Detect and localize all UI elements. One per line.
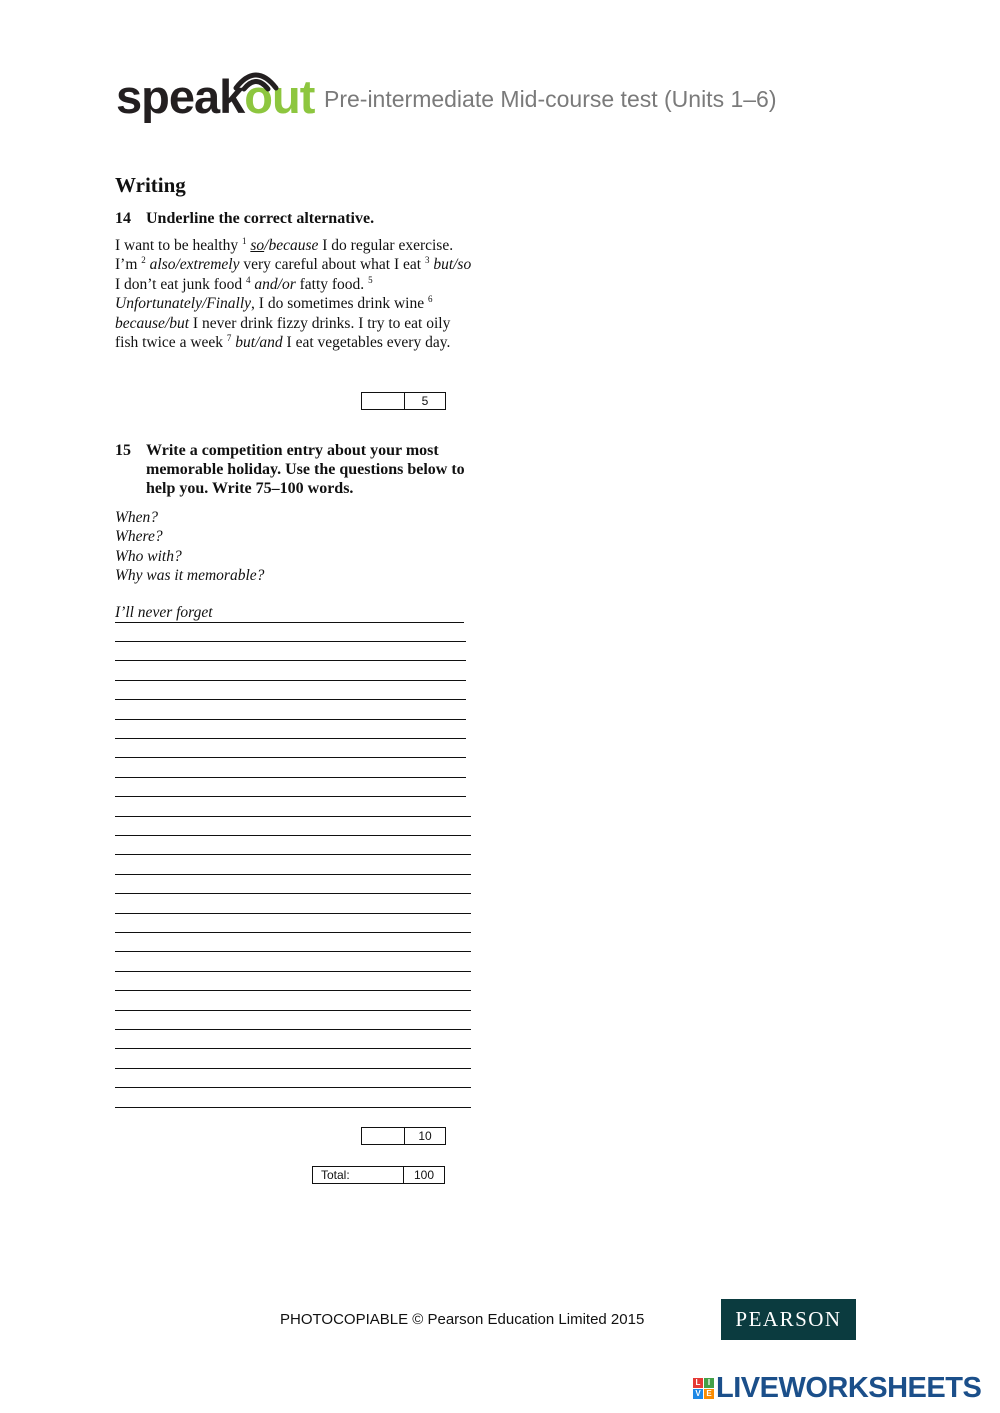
option-choice[interactable]: and/or <box>254 275 296 293</box>
pearson-logo: PEARSON <box>721 1299 856 1340</box>
writing-line[interactable] <box>115 641 466 642</box>
speakout-logo <box>116 62 314 122</box>
option-choice[interactable]: but/so <box>433 256 472 274</box>
writing-line[interactable] <box>115 1087 471 1088</box>
writing-line[interactable] <box>115 1107 471 1108</box>
option-choice[interactable]: but/and <box>235 334 283 352</box>
prompt-when: When? <box>115 509 159 526</box>
writing-line[interactable] <box>115 719 466 720</box>
logo-out-label: out <box>244 70 315 123</box>
question-15-prompts <box>115 508 264 586</box>
option-selected[interactable]: so <box>250 237 265 254</box>
score-max: 5 <box>421 394 429 408</box>
total-max: 100 <box>413 1168 435 1182</box>
writing-line[interactable] <box>115 913 471 914</box>
text-segment: I eat vegetables every day. <box>282 334 451 352</box>
text-segment: , I do sometimes drink wine <box>251 295 428 313</box>
prompt-where: Where? <box>115 528 163 546</box>
score-box-14 <box>361 392 446 410</box>
gap-number: 6 <box>427 294 433 305</box>
question-14-paragraph <box>115 236 475 352</box>
writing-line[interactable] <box>115 971 471 972</box>
writing-line[interactable] <box>115 816 471 817</box>
writing-line[interactable] <box>115 854 471 855</box>
writing-line[interactable] <box>115 874 471 875</box>
score-input[interactable] <box>362 393 405 409</box>
text-segment: I never drink fizzy drinks. I try to eat oily fish twice a week <box>115 314 451 352</box>
sentence-starter: I’ll never forget <box>115 604 213 621</box>
writing-line[interactable] <box>115 757 466 758</box>
text-segment: I don’t eat junk food <box>115 275 247 293</box>
gap-number: 7 <box>226 332 232 343</box>
writing-line[interactable] <box>115 1048 471 1049</box>
writing-line[interactable] <box>115 1029 471 1030</box>
text-segment: very careful about what I eat <box>239 256 425 274</box>
text-segment: fatty food. <box>295 275 369 293</box>
question-instruction: Underline the correct alternative. <box>146 210 375 227</box>
writing-line[interactable] <box>115 777 466 778</box>
question-number: 14 <box>115 210 131 227</box>
liveworksheets-text: LIVEWORKSHEETS <box>716 1372 982 1404</box>
copyright-notice: PHOTOCOPIABLE © Pearson Education Limited 2015 <box>280 1311 645 1328</box>
text-segment: I do regular exercise. I’m <box>115 237 454 274</box>
prompt-who-with: Who with? <box>115 547 182 565</box>
gap-number: 3 <box>424 255 430 266</box>
option-alternative[interactable]: /because <box>264 237 319 254</box>
question-instruction: Write a competition entry about your most memorable holiday. Use the questions below to help you. Write 75–100 words. <box>146 442 465 497</box>
logo-speak-text: speak <box>116 70 245 123</box>
total-score-box <box>312 1166 445 1184</box>
gap-number: 5 <box>368 274 373 285</box>
writing-line[interactable] <box>115 932 471 933</box>
writing-line[interactable] <box>115 893 471 894</box>
writing-line[interactable] <box>115 738 466 739</box>
writing-line[interactable] <box>115 835 471 836</box>
writing-line[interactable] <box>115 699 466 700</box>
score-box-15 <box>361 1127 446 1145</box>
signal-wave-icon <box>228 62 284 92</box>
score-max: 10 <box>418 1129 432 1143</box>
score-input[interactable] <box>362 1128 405 1144</box>
prompt-why: Why was it memorable? <box>115 567 265 585</box>
gap-number: 1 <box>241 235 247 246</box>
option-choice[interactable]: Unfortunately/Finally <box>115 295 252 313</box>
question-number: 15 <box>115 442 131 459</box>
writing-line[interactable] <box>115 1010 471 1011</box>
total-label: Total: <box>313 1167 404 1183</box>
writing-line[interactable] <box>115 660 466 661</box>
writing-line[interactable] <box>115 622 464 623</box>
question-15-heading <box>115 441 485 501</box>
writing-line[interactable] <box>115 680 466 681</box>
gap-number: 4 <box>246 274 251 285</box>
writing-line[interactable] <box>115 990 471 991</box>
writing-line[interactable] <box>115 951 471 952</box>
gap-number: 2 <box>141 255 146 266</box>
option-choice[interactable]: also/extremely <box>149 256 240 274</box>
section-title: Writing <box>115 173 186 197</box>
question-14-heading <box>115 209 485 229</box>
text-segment: I want to be healthy <box>115 237 242 254</box>
writing-line[interactable] <box>115 796 466 797</box>
liveworksheets-icon: L I V E <box>693 1378 714 1399</box>
test-title: Pre-intermediate Mid-course test (Units 1–6) <box>324 86 777 112</box>
option-choice[interactable]: because/but <box>115 314 190 332</box>
liveworksheets-watermark <box>693 1372 981 1405</box>
writing-line[interactable] <box>115 1068 471 1069</box>
